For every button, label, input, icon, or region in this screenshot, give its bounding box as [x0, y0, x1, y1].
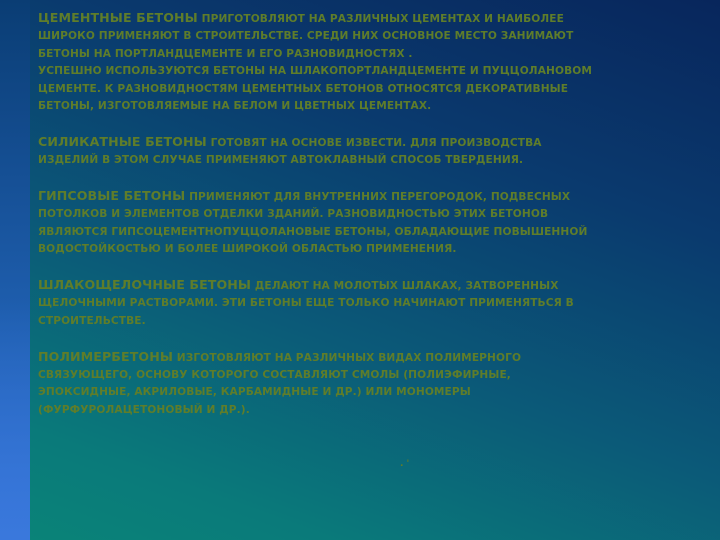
paragraph-gap: [38, 330, 598, 347]
term-silicate-concrete: СИЛИКАТНЫЕ БЕТОНЫ: [38, 133, 207, 149]
corner-mark: . ': [400, 459, 410, 469]
paragraph-silicate-concrete: [38, 133, 598, 170]
term-cement-concrete: ЦЕМЕНТНЫЕ БЕТОНЫ: [38, 10, 198, 25]
desc-silicate-concrete: ГОТОВЯТ НА ОСНОВЕ ИЗВЕСТИ. ДЛЯ ПРОИЗВОДСТВА ИЗДЕЛИЙ В ЭТОМ СЛУЧАЕ ПРИМЕНЯЮТ АВТОКЛАВНЫЙ СПОСОБ ТВЕРДЕНИЯ.: [38, 136, 542, 167]
paragraph-cement-concrete-continued: [38, 63, 598, 115]
desc-cement-concrete: ПРИГОТОВЛЯЮТ НА РАЗЛИЧНЫХ ЦЕМЕНТАХ И НАИБОЛЕЕ ШИРОКО ПРИМЕНЯЮТ В СТРОИТЕЛЬСТВЕ. СРЕДИ НИХ ОСНОВНОЕ МЕСТО ЗАНИМАЮТ БЕТОНЫ НА ПОРТЛАНДЦЕМЕНТЕ И ЕГО РАЗНОВИДНОСТЯХ .: [38, 13, 574, 60]
paragraph-polymer-concrete: [38, 348, 598, 420]
paragraph-gap: [38, 170, 598, 187]
paragraph-gypsum-concrete: [38, 187, 598, 259]
desc-gypsum-concrete: ПРИМЕНЯЮТ ДЛЯ ВНУТРЕННИХ ПЕРЕГОРОДОК, ПОДВЕСНЫХ ПОТОЛКОВ И ЭЛЕМЕНТОВ ОТДЕЛКИ ЗДАНИЙ. РАЗНОВИДНОСТЬЮ ЭТИХ БЕТОНОВ ЯВЛЯЮТСЯ ГИПСОЦЕМЕНТНОПУЦЦОЛАНОВЫЕ БЕТОНЫ, ОБЛАДАЮЩИЕ ПОВЫШЕННОЙ ВОДОСТОЙКОСТЬЮ И БОЛЕЕ ШИРОКОЙ ОБЛАСТЬЮ ПРИМЕНЕНИЯ.: [38, 191, 588, 256]
slide-text-body: [38, 9, 598, 419]
paragraph-gap: [38, 259, 598, 276]
desc-slag-alkali-concrete: ДЕЛАЮТ НА МОЛОТЫХ ШЛАКАХ, ЗАТВОРЕННЫХ ЩЕЛОЧНЫМИ РАСТВОРАМИ. ЭТИ БЕТОНЫ ЕЩЕ ТОЛЬКО НАЧИНАЮТ ПРИМЕНЯТЬСЯ В СТРОИТЕЛЬСТВЕ.: [38, 280, 574, 327]
term-gypsum-concrete: ГИПСОВЫЕ БЕТОНЫ: [38, 188, 186, 204]
desc-polymer-concrete: ИЗГОТОВЛЯЮТ НА РАЗЛИЧНЫХ ВИДАХ ПОЛИМЕРНОГО СВЯЗУЮЩЕГО, ОСНОВУ КОТОРОГО СОСТАВЛЯЮТ СМОЛЫ (ПОЛИЭФИРНЫЕ, ЭПОКСИДНЫЕ, АКРИЛОВЫЕ, КАРБАМИДНЫЕ И ДР.) ИЛИ МОНОМЕРЫ (ФУРФУРОЛАЦЕТОНОВЫЙ И ДР.).: [38, 351, 522, 416]
term-slag-alkali-concrete: ШЛАКОЩЕЛОЧНЫЕ БЕТОНЫ: [38, 277, 252, 293]
paragraph-cement-concrete: [38, 9, 598, 63]
paragraph-gap: [38, 115, 598, 132]
term-polymer-concrete: ПОЛИМЕРБЕТОНЫ: [38, 348, 173, 364]
desc-cement-concrete-continued: УСПЕШНО ИСПОЛЬЗУЮТСЯ БЕТОНЫ НА ШЛАКОПОРТЛАНДЦЕМЕНТЕ И ПУЦЦОЛАНОВОМ ЦЕМЕНТЕ. К РАЗНОВИДНОСТЯМ ЦЕМЕНТНЫХ БЕТОНОВ ОТНОСЯТСЯ ДЕКОРАТИВНЫЕ БЕТОНЫ, ИЗГОТОВЛЯЕМЫЕ НА БЕЛОМ И ЦВЕТНЫХ ЦЕМЕНТАХ.: [38, 65, 592, 113]
left-accent-glow: [0, 300, 30, 540]
paragraph-slag-alkali-concrete: [38, 276, 598, 330]
